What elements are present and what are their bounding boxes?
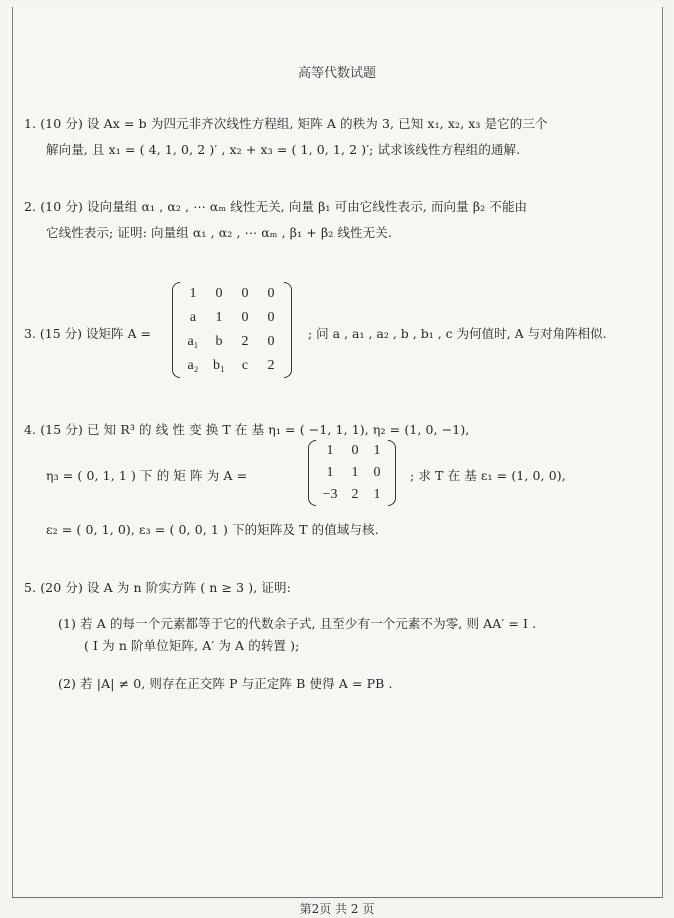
matrix-cell: 0 [373,465,381,480]
matrix-cell: 1 [326,465,334,480]
q3-matrix [172,282,292,378]
matrix-left-bracket [172,282,180,378]
matrix-cell: b₁ [213,358,225,373]
q2-line-2: 它线性表示; 证明: 向量组 α₁ , α₂ , ⋯ αₘ , β₁ + β₂ 线性无关. [46,225,392,240]
q3-matrix-cells [180,282,284,378]
q3-lead: 3. (15 分) 设矩阵 A = [24,326,151,341]
exam-title: 高等代数试题 [297,66,376,81]
matrix-left-bracket [308,440,316,506]
q5-sub1-line-1: (1) 若 A 的每一个元素都等于它的代数余子式, 且至少有一个元素不为零, 则 AA′ = I . [58,616,537,631]
matrix-cell: a [189,310,197,325]
matrix-cell: a₂ [187,358,199,373]
matrix-cell: 0 [215,286,223,301]
q5-sub2: (2) 若 |A| ≠ 0, 则存在正交阵 P 与正定阵 B 使得 A = PB . [58,676,393,691]
matrix-right-bracket [388,440,396,506]
matrix-cell: −3 [322,487,338,502]
q1-line-1: 1. (10 分) 设 Ax = b 为四元非齐次线性方程组, 矩阵 A 的秩为 3, 已知 x₁, x₂, x₃ 是它的三个 [24,116,548,131]
q4-line-2-lead: η₃ = ( 0, 1, 1 ) 下 的 矩 阵 为 A = [46,468,248,483]
q1-line-2: 解向量, 且 x₁ = ( 4, 1, 0, 2 )′ , x₂ + x₃ = ( 1, 0, 1, 2 )′; 试求该线性方程组的通解. [46,142,521,157]
matrix-cell: 2 [351,487,359,502]
page-number: 第2页 共 2 页 [299,902,375,916]
matrix-cell: 0 [241,310,249,325]
matrix-cell: 1 [326,443,334,458]
matrix-cell: 2 [241,334,249,349]
q4-matrix-cells [316,440,388,506]
matrix-cell: a₁ [187,334,199,349]
matrix-cell: 0 [241,286,249,301]
matrix-cell: 1 [215,310,223,325]
matrix-cell: c [241,358,249,373]
matrix-cell: 0 [267,310,275,325]
matrix-cell: 1 [373,487,381,502]
q5-sub1-line-2: ( I 为 n 阶单位矩阵, A′ 为 A 的转置 ); [84,638,300,653]
matrix-cell: 2 [267,358,275,373]
q4-line-3: ε₂ = ( 0, 1, 0), ε₃ = ( 0, 0, 1 ) 下的矩阵及 T 的值域与核. [46,522,379,537]
q4-line-1: 4. (15 分) 已 知 R³ 的 线 性 变 换 T 在 基 η₁ = ( −1, 1, 1), η₂ = (1, 0, −1), [24,422,470,437]
matrix-cell: 0 [267,334,275,349]
q3-block [22,280,662,384]
q4-matrix [308,440,396,506]
matrix-cell: 1 [373,443,381,458]
q3-tail: ; 问 a , a₁ , a₂ , b , b₁ , c 为何值时, A 与对角阵相似. [308,326,607,341]
matrix-cell: 0 [351,443,359,458]
matrix-cell: 1 [351,465,359,480]
matrix-cell: b [215,334,223,349]
matrix-cell: 1 [189,286,197,301]
q2-line-1: 2. (10 分) 设向量组 α₁ , α₂ , ⋯ αₘ 线性无关, 向量 β₁ 可由它线性表示, 而向量 β₂ 不能由 [24,199,528,214]
q5-line-1: 5. (20 分) 设 A 为 n 阶实方阵 ( n ≥ 3 ), 证明: [24,580,291,595]
q4-line-2-tail: ; 求 T 在 基 ε₁ = (1, 0, 0), [410,468,566,483]
matrix-cell: 0 [267,286,275,301]
matrix-right-bracket [284,282,292,378]
